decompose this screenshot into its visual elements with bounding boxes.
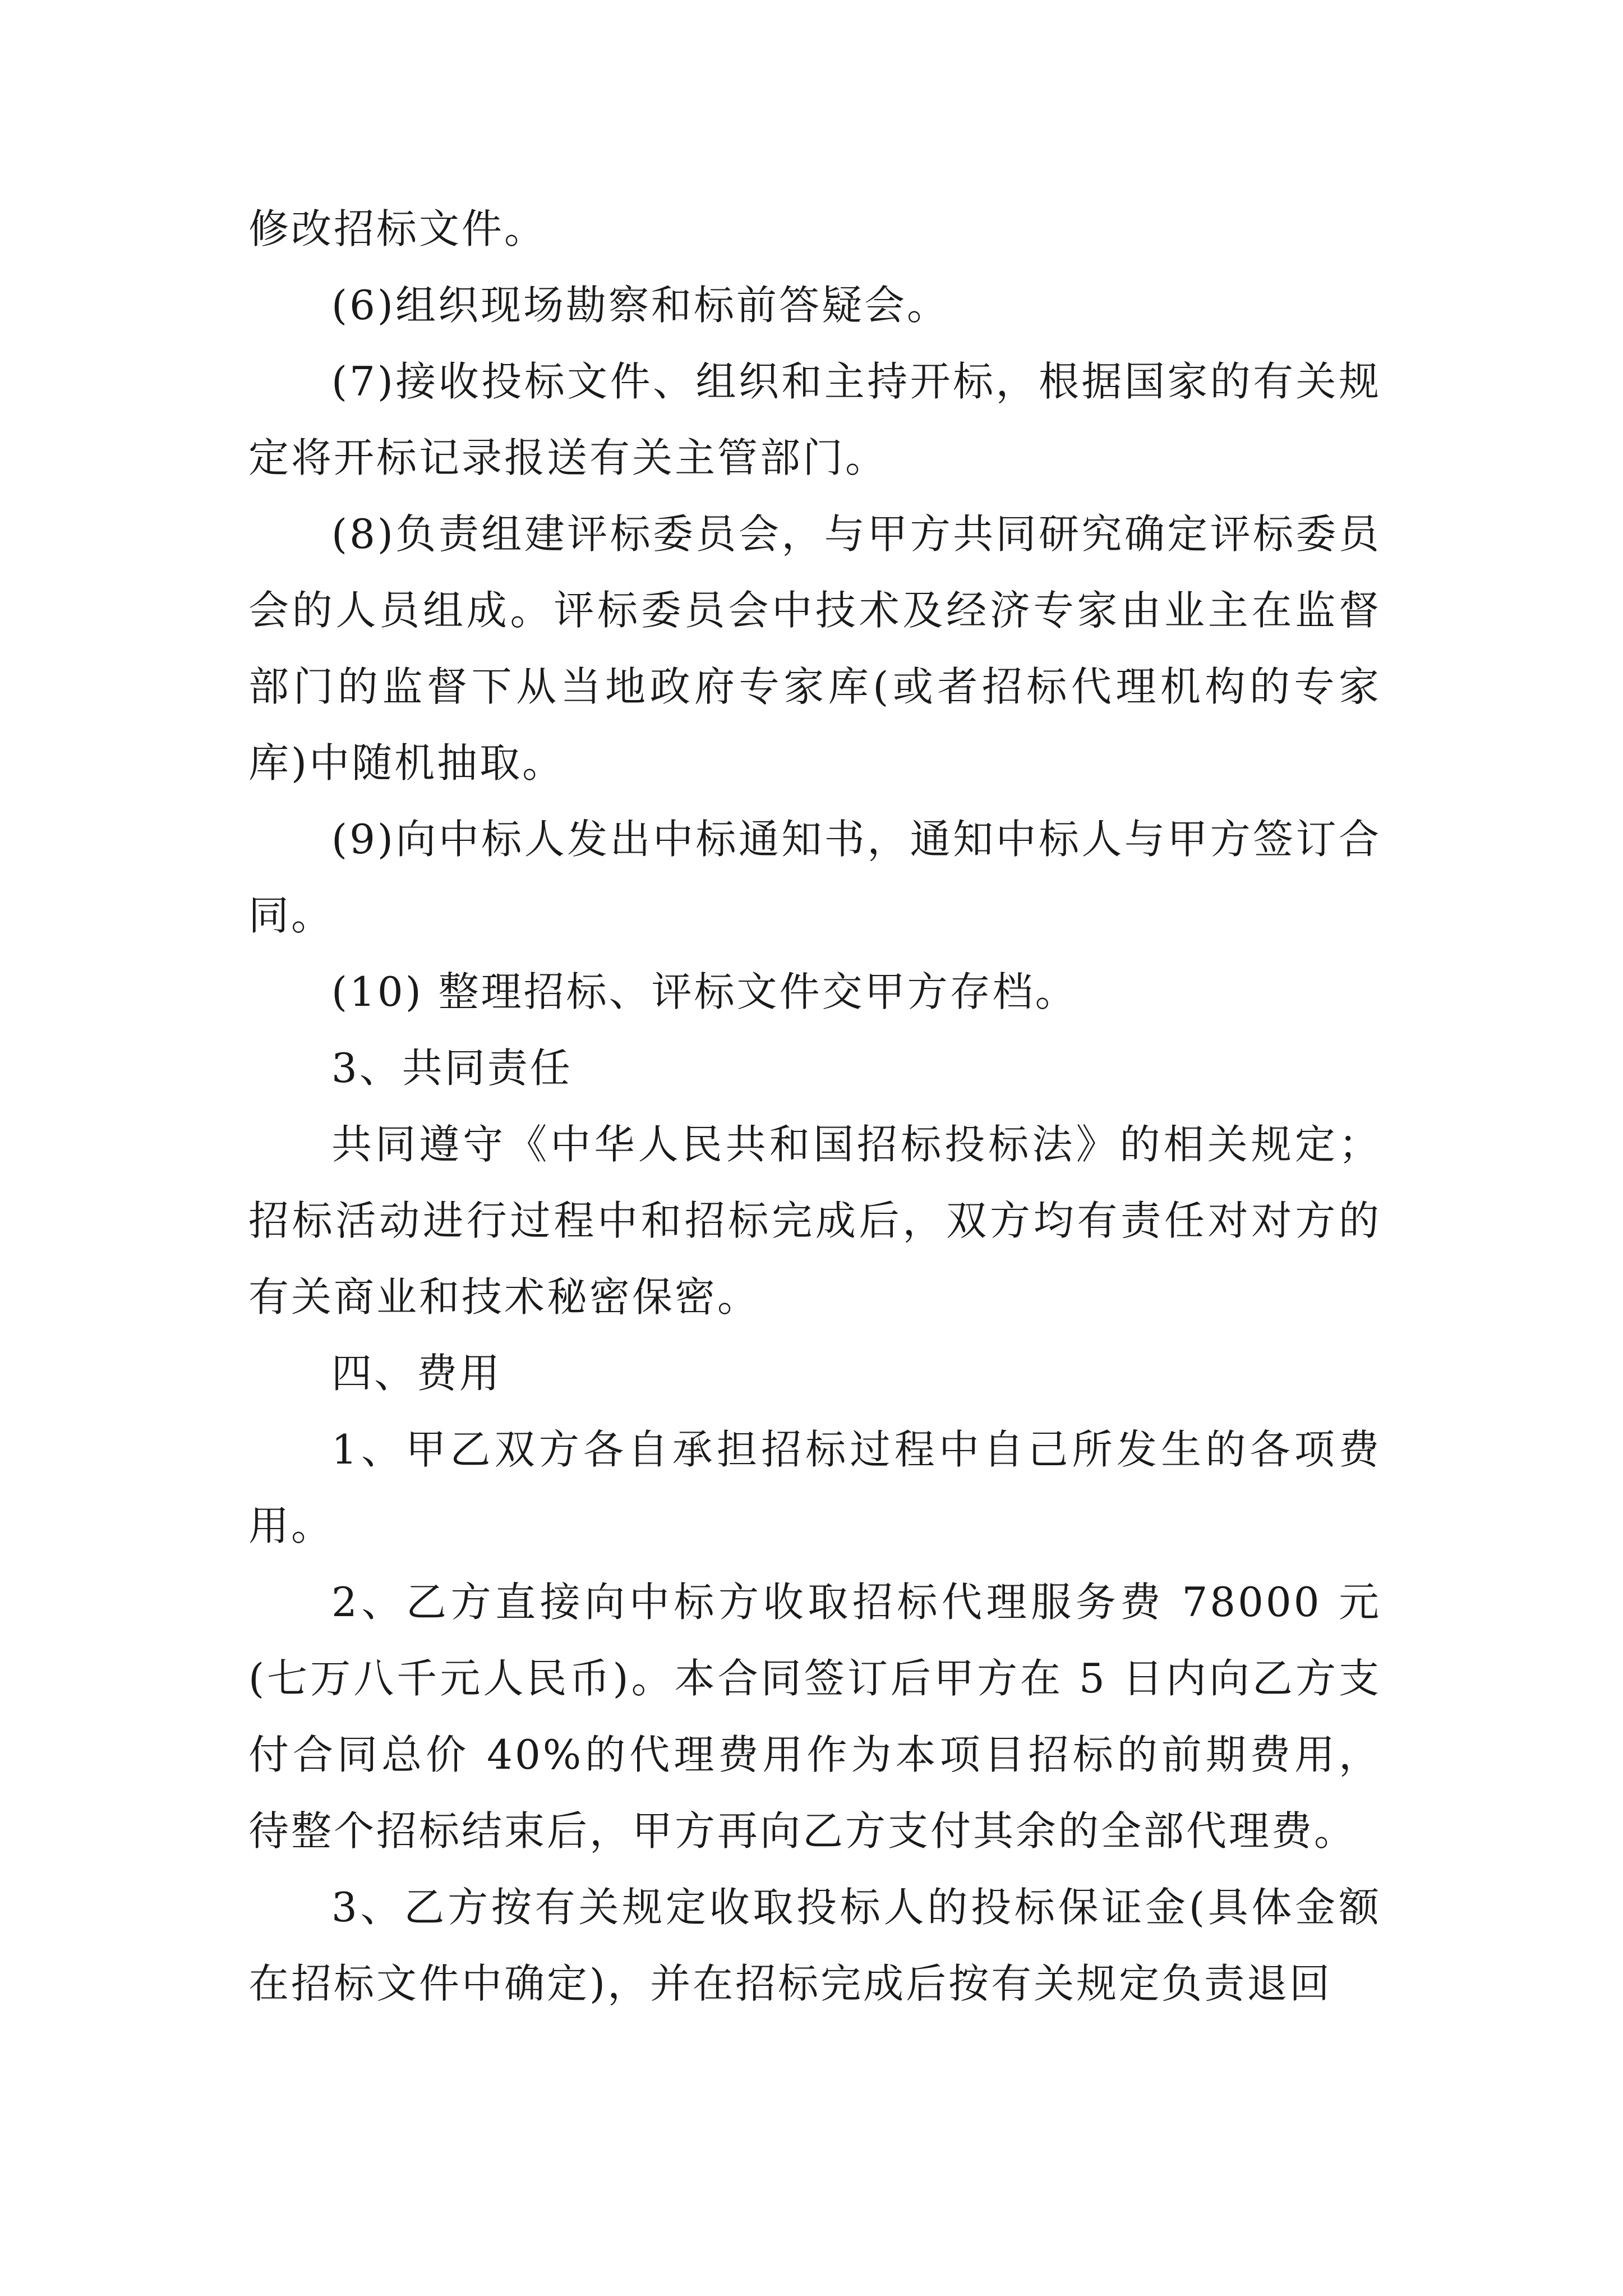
paragraph-item-6: (6)组织现场勘察和标前答疑会。 bbox=[331, 282, 949, 329]
paragraph-fee-2: 2、乙方直接向中标方收取招标代理服务费 78000 元(七万八千元人民币)。本合同签订后甲方在 5 日内向乙方支付合同总价 40%的代理费用作为本项目招标的前期费用，待整个招标结束后，甲方再向乙方支付其余的全部代理费。 bbox=[248, 1579, 1381, 1855]
section-heading-joint-responsibility: 3、共同责任 bbox=[331, 1045, 573, 1092]
paragraph-item-9: (9)向中标人发出中标通知书，通知中标人与甲方签订合同。 bbox=[248, 816, 1381, 939]
section-heading-fees: 四、费用 bbox=[331, 1350, 502, 1397]
paragraph-item-8: (8)负责组建评标委员会，与甲方共同研究确定评标委员会的人员组成。评标委员会中技术及经济专家由业主在监督部门的监督下从当地政府专家库(或者招标代理机构的专家库)中随机抽取。 bbox=[248, 510, 1381, 786]
paragraph-item-7: (7)接收投标文件、组织和主持开标，根据国家的有关规定将开标记录报送有关主管部门。 bbox=[248, 358, 1381, 481]
paragraph-fee-1: 1、甲乙双方各自承担招标过程中自己所发生的各项费用。 bbox=[248, 1426, 1381, 1549]
paragraph-fee-3: 3、乙方按有关规定收取投标人的投标保证金(具体金额在招标文件中确定)，并在招标完成后按有关规定负责退回 bbox=[248, 1884, 1381, 2007]
paragraph-item-10: (10) 整理招标、评标文件交甲方存档。 bbox=[331, 968, 1078, 1015]
paragraph-joint-responsibility: 共同遵守《中华人民共和国招标投标法》的相关规定；招标活动进行过程中和招标完成后，双方均有责任对对方的有关商业和技术秘密保密。 bbox=[248, 1121, 1381, 1320]
paragraph-continuation: 修改招标文件。 bbox=[248, 205, 547, 252]
document-body bbox=[248, 191, 1381, 2022]
